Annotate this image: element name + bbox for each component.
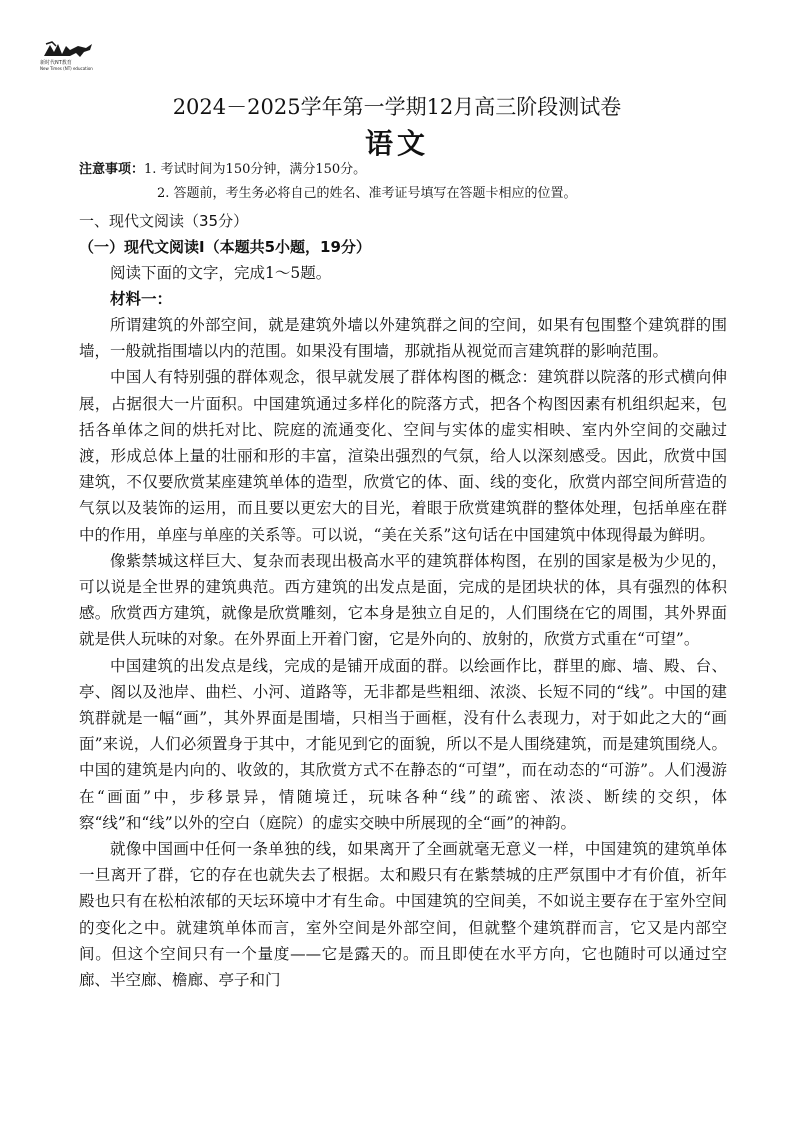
logo-text: 新时代NT教育: [40, 60, 72, 66]
paragraph: 所谓建筑的外部空间，就是建筑外墙以外建筑群之间的空间，如果有包围整个建筑群的围墙，一般就指围墙以内的范围。如果没有围墙，那就指从视觉而言建筑群的影响范围。: [79, 316, 727, 361]
logo-subtext: New Times (NT) education: [40, 66, 93, 71]
exam-content: [79, 158, 727, 993]
exam-title: 2024－2025学年第一学期12月高三阶段测试卷: [172, 95, 622, 119]
section-subheading: （一）现代文阅读Ⅰ（本题共5小题，19分）: [79, 238, 371, 256]
logo: [40, 40, 100, 72]
notice-item-1: 1. 考试时间为150分钟，满分150分。: [144, 162, 367, 177]
notice-item-2: 2. 答题前，考生务必将自己的姓名、准考证号填写在答题卡相应的位置。: [157, 186, 577, 201]
paragraph: 中国建筑的出发点是线，完成的是铺开成面的群。以绘画作比，群里的廊、墙、殿、台、亭、阁以及池岸、曲栏、小河、道路等，无非都是些粗细、浓淡、长短不同的“线”。中国的建筑群就是一幅“画”，其外界面是围墙，只相当于画框，没有什么表现力，对于如此之大的“画面”来说，人们必须置身于其中，才能见到它的面貌，所以不是人围绕建筑，而是建筑围绕人。中国的建筑是内向的、收敛的，其欣赏方式不在静态的“可望”，而在动态的“可游”。人们漫游在“画面”中，步移景异，情随境迁，玩味各种“线”的疏密、浓淡、断续的交织，体察“线”和“线”以外的空白（庭院）的虚实交映中所展现的全“画”的神韵。: [79, 656, 727, 832]
bull-logo-icon: [40, 40, 98, 60]
subject-title: 语文: [364, 127, 429, 160]
notice-label: 注意事项：: [79, 162, 145, 177]
instruction: 阅读下面的文字，完成1～5题。: [110, 264, 332, 282]
paragraph: 就像中国画中任何一条单独的线，如果离开了全画就毫无意义一样，中国建筑的建筑单体一旦离开了群，它的存在也就失去了根据。太和殿只有在紫禁城的庄严氛围中才有价值，祈年殿也只有在松柏浓郁的天坛环境中才有生命。中国建筑的空间美，不如说主要存在于室外空间的变化之中。就建筑单体而言，室外空间是外部空间，但就整个建筑群而言，它又是内部空间。但这个空间只有一个量度——它是露天的。而且即使在水平方向，它也随时可以通过空廊、半空廊、檐廊、亭子和门: [79, 840, 727, 990]
section-heading: 一、现代文阅读（35分）: [79, 212, 249, 230]
notice-line-1: [79, 158, 727, 182]
material-label: 材料一：: [110, 290, 173, 308]
paragraph: 像紫禁城这样巨大、复杂而表现出极高水平的建筑群体构图，在别的国家是极为少见的，可以说是全世界的建筑典范。西方建筑的出发点是面，完成的是团块状的体，具有强烈的体积感。欣赏西方建筑，就像是欣赏雕刻，它本身是独立自足的，人们围绕在它的周围，其外界面就是供人玩味的对象。在外界面上开着门窗，它是外向的、放射的，欣赏方式重在“可望”。: [79, 551, 727, 649]
paragraph: 中国人有特别强的群体观念，很早就发展了群体构图的概念：建筑群以院落的形式横向伸展，占据很大一片面积。中国建筑通过多样化的院落方式，把各个构图因素有机组织起来，包括各单体之间的烘托对比、院庭的流通变化、空间与实体的虚实相映、室内外空间的交融过渡，形成总体上量的壮丽和形的丰富，渲染出强烈的气氛，给人以深刻感受。因此，欣赏中国建筑，不仅要欣赏某座建筑单体的造型，欣赏它的体、面、线的变化，欣赏内部空间所营造的气氛以及装饰的运用，而且要以更宏大的目光，着眼于欣赏建筑群的整体处理，包括单座在群中的作用，单座与单座的关系等。可以说，“美在关系”这句话在中国建筑中体现得最为鲜明。: [79, 368, 727, 544]
